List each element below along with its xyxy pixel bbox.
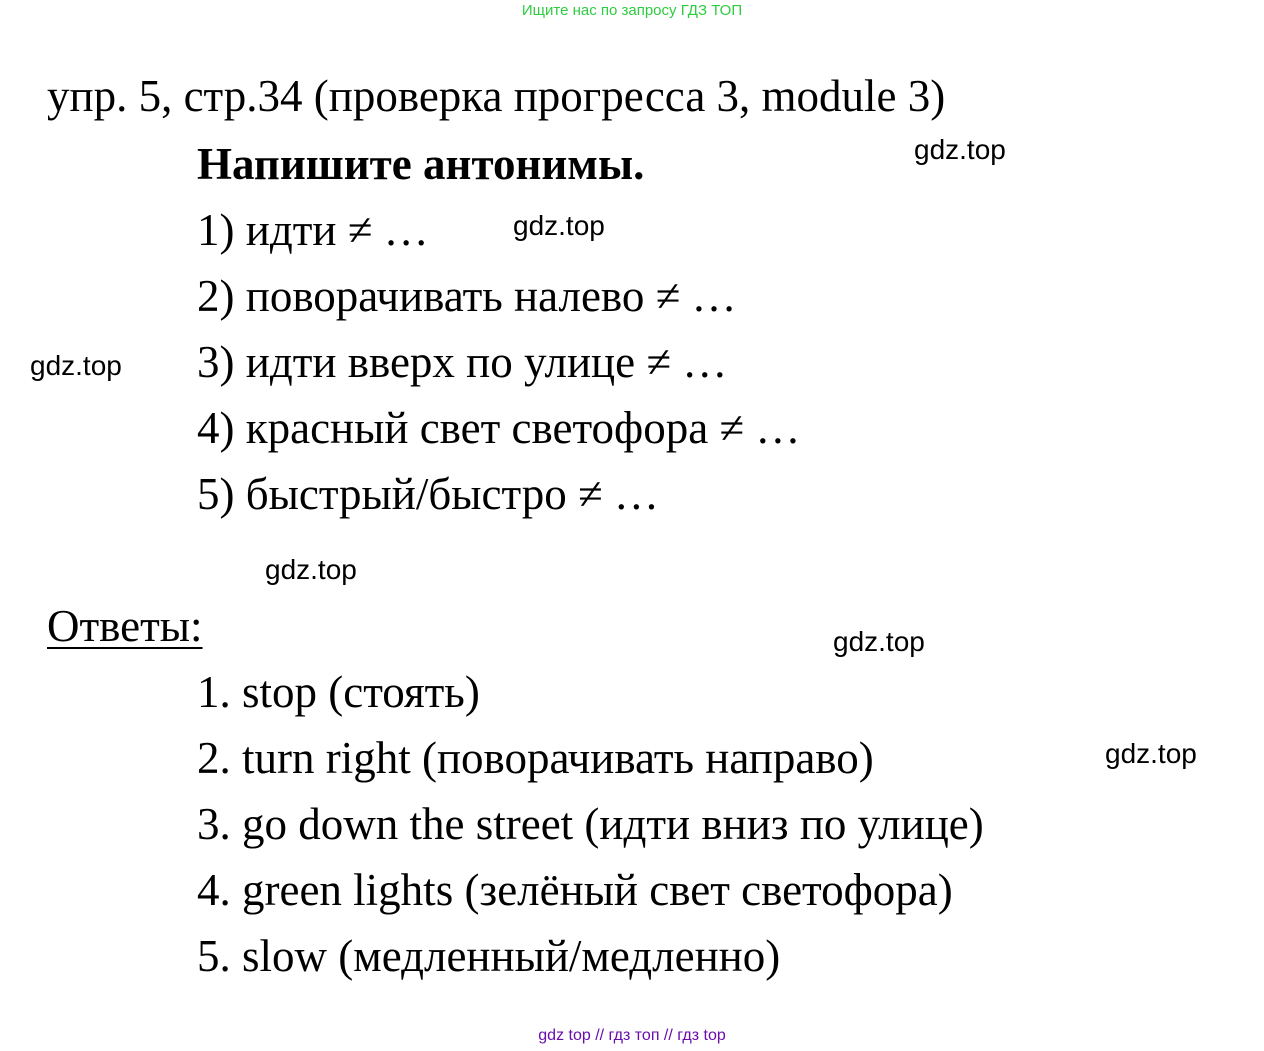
watermark: gdz.top xyxy=(30,350,122,381)
answer-item: 3. go down the street (идти вниз по улице) xyxy=(197,799,984,849)
task-list xyxy=(197,204,800,534)
answer-item: 5. slow (медленный/медленно) xyxy=(197,931,781,981)
task-item: 4) красный свет светофора ≠ … xyxy=(197,403,801,453)
watermark: gdz.top xyxy=(265,554,357,585)
instruction-text: Напишите антонимы. xyxy=(197,139,645,189)
answer-item: 1. stop (стоять) xyxy=(197,667,480,717)
answer-list xyxy=(197,666,984,996)
answers-title: Ответы: xyxy=(47,601,203,651)
watermark: gdz.top xyxy=(1105,738,1197,769)
task-item: 3) идти вверх по улице ≠ … xyxy=(197,337,728,387)
top-banner: Ищите нас по запросу ГДЗ ТОП xyxy=(521,2,743,19)
exercise-heading: упр. 5, стр.34 (проверка прогресса 3, module 3) xyxy=(47,71,946,121)
watermark: gdz.top xyxy=(513,210,605,241)
task-item: 1) идти ≠ … xyxy=(197,205,429,255)
task-item: 5) быстрый/быстро ≠ … xyxy=(197,469,659,519)
answer-item: 4. green lights (зелёный свет светофора) xyxy=(197,865,953,915)
footer-links: gdz top // гдз топ // гдз top xyxy=(538,1027,726,1044)
watermark: gdz.top xyxy=(914,134,1006,165)
watermark: gdz.top xyxy=(833,626,925,657)
task-item: 2) поворачивать налево ≠ … xyxy=(197,271,737,321)
answer-item: 2. turn right (поворачивать направо) xyxy=(197,733,874,783)
